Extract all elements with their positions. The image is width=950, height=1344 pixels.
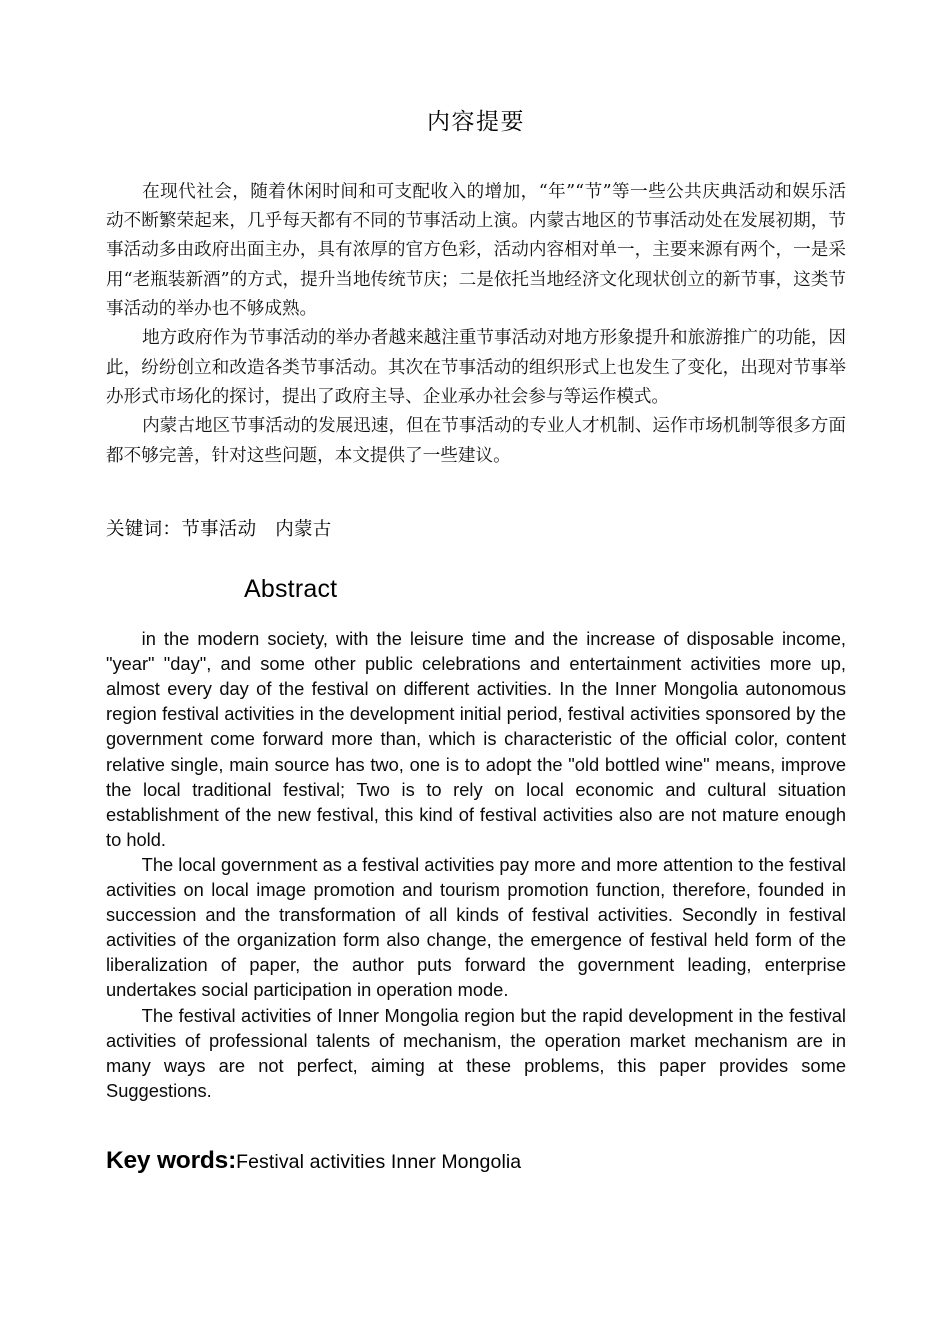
page-content <box>106 0 846 1179</box>
english-abstract-title: Abstract <box>244 574 338 603</box>
english-paragraph-2: The local government as a festival activities pay more and more attention to the festival activities on local image promotion and tourism promotion function, therefore, founded in succession and the transformation of all kinds of festival activities. Secondly in festival activities of the organization form also change, the emergence of festival held form of the liberalization of paper, the author puts forward the government leading, enterprise undertakes social participation in operation mode. <box>106 853 846 1001</box>
chinese-abstract-body <box>106 178 846 471</box>
english-keywords-values: Festival activities Inner Mongolia <box>236 1150 522 1173</box>
chinese-paragraph-2: 地方政府作为节事活动的举办者越来越注重节事活动对地方形象提升和旅游推广的功能，因此，纷纷创立和改造各类节事活动。其次在节事活动的组织形式上也发生了变化，出现对节事举办形式市场化的探讨，提出了政府主导、企业承办社会参与等运作模式。 <box>106 328 846 407</box>
english-paragraph-1: in the modern society, with the leisure time and the increase of disposable income, "year" "day", and some other public celebrations and entertainment activities more up, almost every day of the festival on different activities. In the Inner Mongolia autonomous region festival activities in the development initial period, festival activities sponsored by the government come forward more than, which is characteristic of the official color, content relative single, main source has two, one is to adopt the "old bottled wine" means, improve the local traditional festival; Two is to rely on local economic and cultural situation establishment of the new festival, this kind of festival activities also are not mature enough to hold. <box>106 628 846 850</box>
chinese-paragraph-3: 内蒙古地区节事活动的发展迅速，但在节事活动的专业人才机制、运作市场机制等很多方面都不够完善，针对这些问题，本文提供了一些建议。 <box>106 416 846 466</box>
english-paragraph-3: The festival activities of Inner Mongolia region but the rapid development in the festival activities of professional talents of mechanism, the operation market mechanism are in many ways are not perfect, aiming at these problems, this paper provides some Suggestions. <box>106 1004 846 1101</box>
english-abstract-body <box>106 626 846 1103</box>
english-keywords-label: Key words: <box>106 1146 237 1174</box>
chinese-keywords-label: 关键词： <box>106 517 182 539</box>
chinese-abstract-title: 内容提要 <box>427 108 525 134</box>
chinese-keywords-line <box>106 515 846 543</box>
english-keywords-line <box>106 1146 846 1179</box>
chinese-paragraph-1: 在现代社会，随着休闲时间和可支配收入的增加，“年”“节”等一些公共庆典活动和娱乐活动不断繁荣起来，几乎每天都有不同的节事活动上演。内蒙古地区的节事活动处在发展初期，节事活动多由政府出面主办，具有浓厚的官方色彩，活动内容相对单一，主要来源有两个，一是采用“老瓶装新酒”的方式，提升当地传统节庆；二是依托当地经济文化现状创立的新节事，这类节事活动的举办也不够成熟。 <box>106 181 846 320</box>
chinese-keywords-values: 节事活动 内蒙古 <box>181 517 332 539</box>
